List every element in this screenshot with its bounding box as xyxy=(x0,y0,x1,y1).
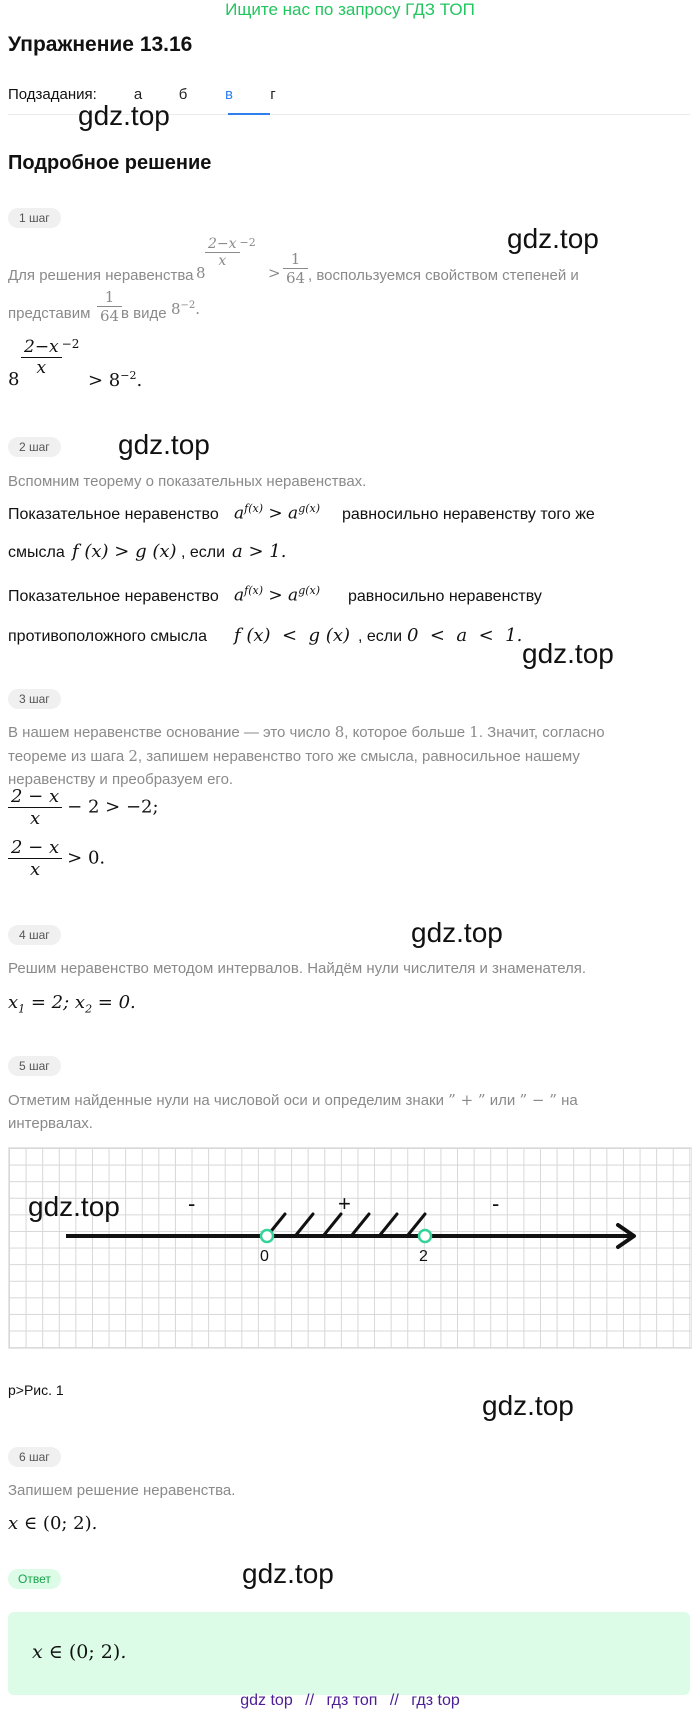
open-point-2 xyxy=(419,1230,431,1242)
math-inequality: > $8^{-2}$. xyxy=(88,369,143,391)
rule2-text-b: равносильно неравенству xyxy=(348,588,542,605)
step-badge-4: 4 шаг xyxy=(8,925,61,945)
step-badge-1: 1 шаг xyxy=(8,208,61,228)
step1-text-a: Для решения неравенства xyxy=(8,267,194,284)
footer-link-2[interactable]: гдз топ xyxy=(326,1692,378,1709)
step6-text: Запишем решение неравенства. xyxy=(8,1482,236,1499)
rule2-text-d: , если xyxy=(358,628,403,645)
footer-link-3[interactable]: гдз top xyxy=(411,1692,460,1709)
math-a-gt-1: a > 1. xyxy=(232,541,287,562)
sign-plus: + xyxy=(338,1191,351,1216)
step-badge-2: 2 шаг xyxy=(8,437,61,457)
tab-g[interactable]: г xyxy=(270,86,276,103)
watermark: gdz.top xyxy=(242,1558,334,1589)
math-0-lt-a-lt-1: 0 < a < 1. xyxy=(407,625,523,646)
step-badge-5: 5 шаг xyxy=(8,1056,61,1076)
watermark: gdz.top xyxy=(411,917,503,948)
step2-intro: Вспомним теорему о показательных неравенствах. xyxy=(8,473,367,490)
math-base: 8 xyxy=(8,369,20,390)
math-exponent: $\frac{2-x}{x}$ $^{-2}$ xyxy=(21,337,79,378)
math-solution: x ∈ (0; 2). xyxy=(8,1513,98,1534)
footer-separator: // xyxy=(305,1692,315,1709)
sign-minus-right: - xyxy=(492,1191,500,1216)
math-exponent: $\frac{2-x}{x}$ $^{-2}$ xyxy=(205,236,256,269)
step-badge-6: 6 шаг xyxy=(8,1447,61,1467)
section-title: Подробное решение xyxy=(8,152,212,174)
step3-line1: В нашем неравенстве основание — это число 8, которое больше 1. Значит, согласно xyxy=(8,723,605,741)
rule2-text-a: Показательное неравенство xyxy=(8,588,219,605)
footer-link-1[interactable]: gdz top xyxy=(240,1692,293,1709)
math-8-pow-minus2: $8^{-2}$. xyxy=(171,300,201,318)
tab-a[interactable]: а xyxy=(133,86,143,103)
math-f-lt-g: f (x) < g (x) xyxy=(234,625,350,646)
step5-line2: интервалах. xyxy=(8,1115,93,1132)
hatching xyxy=(268,1214,425,1235)
rule2-text-c: противоположного смысла xyxy=(8,628,208,645)
tab-v[interactable]: в xyxy=(225,86,233,103)
sign-minus-left: - xyxy=(188,1191,196,1216)
math-eq-step3a: $\frac{2 - x}{x}$ − 2 > −2; xyxy=(8,786,159,829)
rule1-text-c: смысла xyxy=(8,544,65,561)
math-eq-step3b: $\frac{2 - x}{x}$ > 0. xyxy=(8,837,105,880)
footer-separator: // xyxy=(389,1692,399,1709)
step5-line1: Отметим найденные нули на числовой оси и определим знаки ” + ” или ” − ” на xyxy=(8,1091,578,1109)
point-label-0: 0 xyxy=(260,1248,269,1265)
math-frac-1-64: $\frac{1}{64}$ xyxy=(97,288,122,325)
watermark: gdz.top xyxy=(78,100,170,131)
step3-line3: неравенству и преобразуем его. xyxy=(8,771,234,788)
subtasks-label: Подзадания: xyxy=(8,86,97,103)
math-base: 8 xyxy=(196,264,206,282)
rule1-text-a: Показательное неравенство xyxy=(8,506,219,523)
number-line-figure xyxy=(8,1147,690,1347)
step3-line2: теореме из шага 2, запишем неравенство того же смысла, равносильное нашему xyxy=(8,747,580,765)
watermark: gdz.top xyxy=(482,1390,574,1421)
search-hint-link[interactable]: Ищите нас по запросу ГДЗ ТОП xyxy=(225,0,475,19)
rule1-text-d: , если xyxy=(181,544,226,561)
step1-text-b: , воспользуемся свойством степеней и xyxy=(308,267,579,284)
figure-caption: p>Рис. 1 xyxy=(8,1382,64,1398)
step1-text-d: в виде xyxy=(121,305,167,322)
open-point-0 xyxy=(261,1230,273,1242)
rule1-text-b: равносильно неравенству того же xyxy=(342,506,595,523)
watermark: gdz.top xyxy=(507,223,599,254)
watermark: gdz.top xyxy=(28,1191,120,1222)
page-title: Упражнение 13.16 xyxy=(8,33,193,56)
footer-links xyxy=(0,1692,700,1710)
step-badge-3: 3 шаг xyxy=(8,689,61,709)
watermark: gdz.top xyxy=(118,429,210,460)
math-gt: > xyxy=(268,264,281,282)
active-tab-indicator xyxy=(228,113,270,115)
math-af-gt-ag: $a^{f(x)} > a^{g(x)}$ xyxy=(234,584,321,606)
math-roots: $x_1 = 2$; $x_2 = 0$. xyxy=(8,992,136,1016)
math-frac-1-64: $\frac{1}{64}$ xyxy=(283,250,308,287)
step4-text: Решим неравенство методом интервалов. Найдём нули числителя и знаменателя. xyxy=(8,960,587,977)
step1-text-c: представим xyxy=(8,305,91,322)
math-f-gt-g: f (x) > g (x) xyxy=(72,541,177,562)
tab-b[interactable]: б xyxy=(178,86,188,103)
answer-label: Ответ xyxy=(8,1569,61,1589)
point-label-2: 2 xyxy=(419,1248,428,1265)
math-af-gt-ag: $a^{f(x)} > a^{g(x)}$ xyxy=(234,502,321,524)
answer-value: x ∈ (0; 2). xyxy=(32,1641,127,1663)
watermark: gdz.top xyxy=(522,638,614,669)
